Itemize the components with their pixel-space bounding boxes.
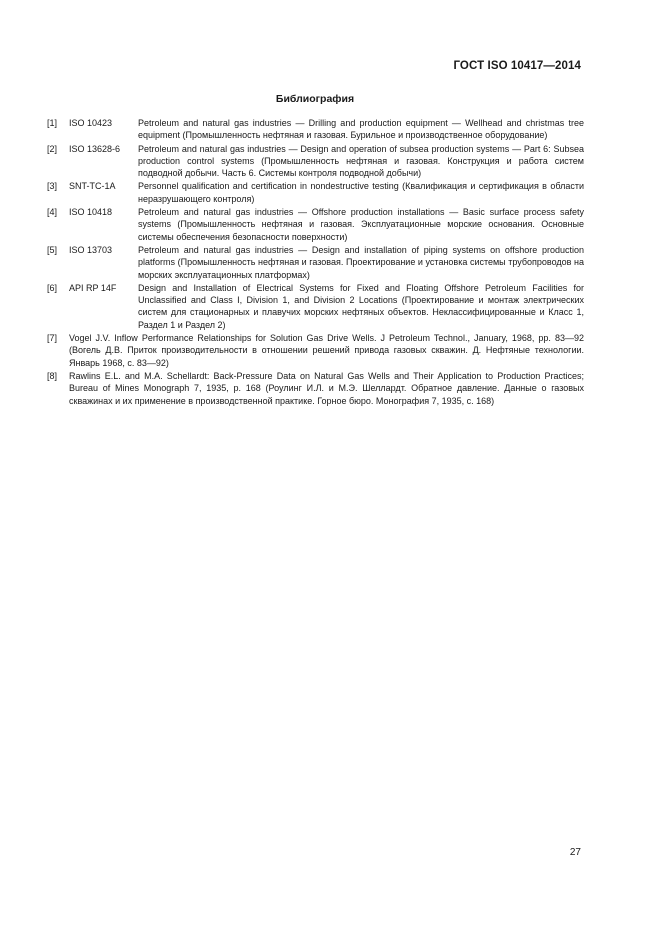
entry-number: [4] (47, 207, 58, 218)
bibliography-entry (47, 244, 584, 281)
entry-number: [5] (47, 244, 58, 255)
page-number: 27 (569, 847, 581, 858)
entry-code: ISO 10423 (69, 118, 113, 128)
entry-text: Personnel qualification and certification in nondestructive testing (Квалификация и сертификация в области неразрушающего контроля) (138, 181, 584, 204)
bibliography-entry (47, 206, 584, 243)
entry-code: ISO 13628-6 (69, 143, 121, 154)
bibliography-entry (47, 332, 584, 369)
entry-text: Petroleum and natural gas industries — Drilling and production equipment — Wellhead and christmas tree equipment (Промышленность нефтяная и газовая. Бурильное и производственное оборудование) (138, 118, 584, 141)
entry-text: Petroleum and natural gas industries — Design and operation of subsea production systems — Part 6: Subsea production control systems (Промышленность нефтяная и газовая. Конструкция и работа систем подводной добычи. Часть 6. Системы контроля подводной добычи) (138, 143, 584, 179)
entry-text: Rawlins E.L. and M.A. Schellardt: Back-Pressure Data on Natural Gas Wells and Their Application to Production Practices; Bureau of Mines Monograph 7, 1935, p. 168 (Роулинг И.Л. и М.Э. Шеллардт. Обратное давление. Данные о газовых скважинах и их применение в производственной практике. Горное бюро. Монография 7, 1935, с. 168) (69, 370, 584, 406)
entry-text: Design and Installation of Electrical Systems for Fixed and Floating Offshore Petroleum Facilities for Unclassified and Class I, Division 1, and Division 2 Locations (Проектирование и монтаж электрических систем для стационарных и плавучих морских нефтяных объектов. Неклассифицированные и Класс 1, Раздел 1 и Раздел 2) (138, 282, 584, 330)
bibliography-list (47, 117, 584, 408)
entry-code: ISO 13703 (69, 244, 113, 255)
bibliography-title: Библиография (275, 93, 355, 105)
entry-code: SNT-TC-1A (69, 181, 116, 192)
entry-text: Petroleum and natural gas industries — Design and installation of piping systems on offshore production platforms (Промышленность нефтяная и газовая. Проектирование и установка системы трубопроводов на морских эксплуатационных платформах) (138, 244, 584, 280)
standard-code-header: ГОСТ ISO 10417—2014 (453, 60, 581, 72)
bibliography-entry (47, 282, 584, 331)
entry-number: [7] (47, 333, 58, 344)
bibliography-entry (47, 180, 584, 205)
entry-code: ISO 10418 (69, 207, 113, 218)
entry-text: Vogel J.V. Inflow Performance Relationships for Solution Gas Drive Wells. J Petroleum Technol., January, 1968, pp. 83—92 (Вогель Д.В. Приток производительности в отношении решений привода газовых скважин. Д. Нефтяные технологии. Январь 1968, с. 83—92) (69, 333, 584, 368)
entry-number: [1] (47, 118, 58, 128)
entry-code: API RP 14F (69, 282, 117, 293)
entry-number: [2] (47, 143, 58, 154)
bibliography-entry (47, 143, 584, 180)
entry-text: Petroleum and natural gas industries — Offshore production installations — Basic surface process safety systems (Промышленность нефтяная и газовая. Эксплуатационные морские основания. Основные системы обеспечения безопасности поверхности) (138, 207, 584, 242)
bibliography-entry (47, 117, 584, 142)
entry-number: [6] (47, 282, 58, 293)
entry-number: [8] (47, 370, 58, 381)
bibliography-entry (47, 370, 584, 407)
entry-number: [3] (47, 181, 58, 192)
